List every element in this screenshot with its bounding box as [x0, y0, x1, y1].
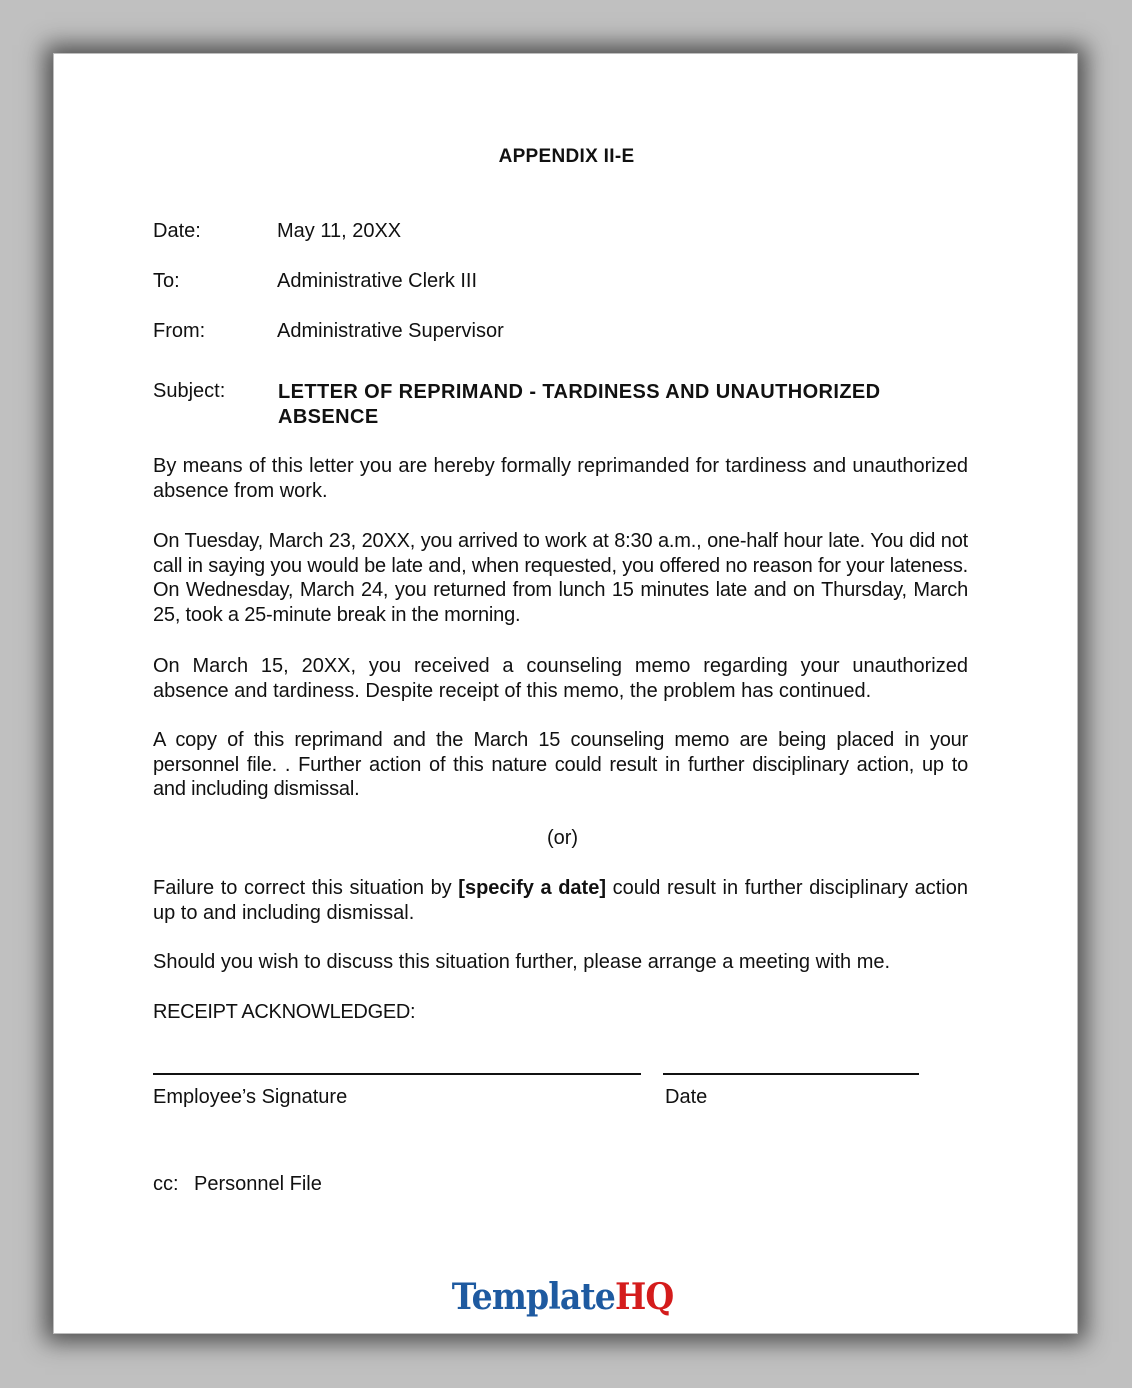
date-label: Date: [153, 220, 201, 242]
document-title: APPENDIX II-E [498, 146, 635, 167]
paragraph-reprimand-intro: By means of this letter you are hereby formally reprimanded for tardiness and unauthorized absence from work. [153, 455, 968, 502]
receipt-acknowledged-label: RECEIPT ACKNOWLEDGED: [153, 1001, 416, 1023]
to-label: To: [153, 270, 180, 292]
cc-label: cc: [153, 1173, 179, 1195]
subject-line-1: LETTER OF REPRIMAND - TARDINESS AND UNAUTHORIZED [278, 381, 881, 403]
paragraph-personnel-file: A copy of this reprimand and the March 15 counseling memo are being placed in your personnel file. . Further action of this nature could result in further disciplinary action, up to and including dismissal. [153, 729, 968, 800]
subject-label: Subject: [153, 380, 226, 402]
from-label: From: [153, 320, 206, 342]
logo-text-hq: HQ [614, 1276, 674, 1318]
date-value: May 11, 20XX [277, 220, 402, 242]
signature-line [153, 1073, 641, 1075]
cc-value: Personnel File [194, 1173, 322, 1195]
or-separator: (or) [546, 827, 579, 849]
paragraph-prior-counseling: On March 15, 20XX, you received a counseling memo regarding your unauthorized absence and tardiness. Despite receipt of this memo, the problem has continued. [153, 655, 968, 702]
to-value: Administrative Clerk III [277, 270, 478, 292]
signature-date-label: Date [665, 1086, 708, 1108]
templatehq-logo [95, 1276, 1031, 1318]
deadline-text-before: Failure to correct this situation by [153, 877, 459, 899]
subject-line-2: ABSENCE [278, 406, 379, 428]
document-page [53, 53, 1078, 1334]
paragraph-meeting: Should you wish to discuss this situation further, please arrange a meeting with me. [153, 951, 891, 973]
deadline-placeholder: [specify a date] [458, 877, 606, 899]
deadline-text-after: could result in further disciplinary action up to and including dismissal. [153, 877, 968, 924]
date-line [663, 1073, 919, 1075]
logo-text-template: Template [451, 1276, 615, 1318]
paragraph-incident-details: On Tuesday, March 23, 20XX, you arrived to work at 8:30 a.m., one-half hour late. You did not call in saying you would be late and, when requested, you offered no reason for your lateness. On Wednesday, March 24, you returned from lunch 15 minutes late and on Thursday, March 25, took a 25-minute break in the morning. [153, 530, 968, 626]
employee-signature-label: Employee’s Signature [153, 1086, 348, 1108]
paragraph-deadline [153, 876, 968, 926]
from-value: Administrative Supervisor [277, 320, 504, 342]
